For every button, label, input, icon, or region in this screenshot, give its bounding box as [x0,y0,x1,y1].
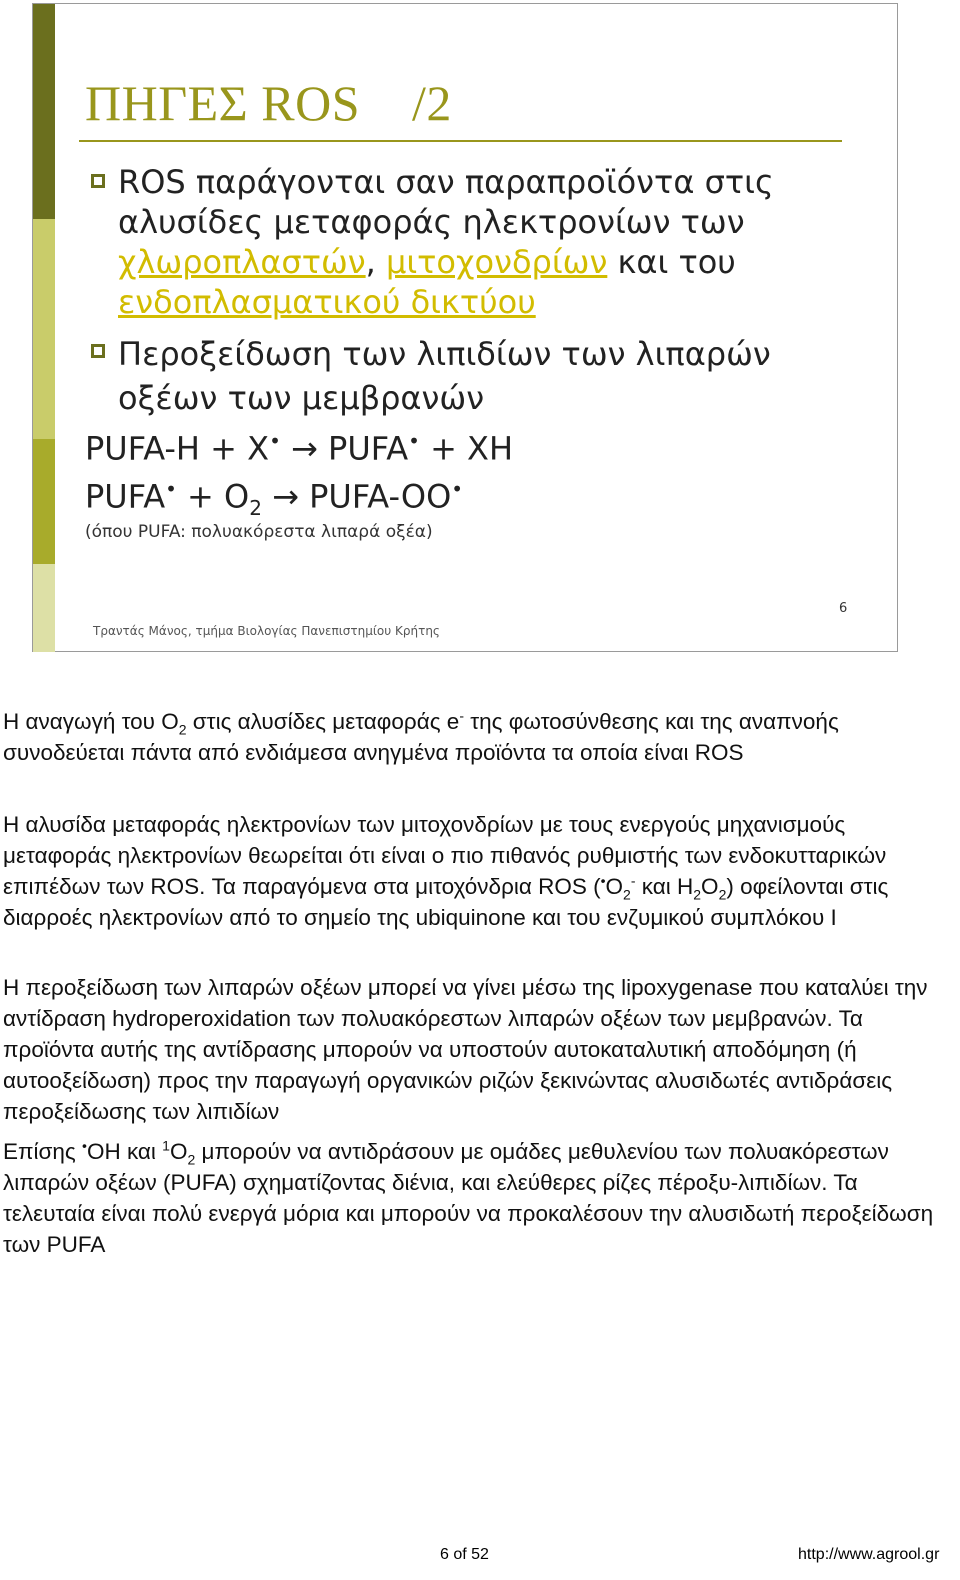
slide-footer-author: Τραντάς Μάνος, τμήμα Βιολογίας Πανεπιστημίου Κρήτης [93,624,440,638]
bullet-text [118,162,878,322]
subscript: 2 [693,886,702,903]
formula-1 [85,429,513,468]
slide [32,3,898,652]
text-part: Επίσης [3,1139,83,1164]
text-part: της φωτοσύνθεσης και της αναπνοής συνοδεύεται πάντα από ενδιάμεσα ανηγμένα προϊόντα τα οποία είναι ROS [3,709,839,765]
square-bullet-icon [91,344,105,358]
slide-title: ΠΗΓΕΣ ROS /2 [85,75,452,131]
text-part: O [605,874,624,899]
radical-dot: • [269,429,281,453]
website-url: http://www.agrool.gr [798,1546,940,1563]
text-part: μπορούν να αντιδράσουν με ομάδες μεθυλενίου των πολυακόρεστων λιπαρών οξέων (PUFA) σχηματίζοντας διένια, και ελεύθερες ρίζες πέροξυ-λιπιδίων. Τα τελευταία είναι πολύ ενεργά μόρια και μπορούν να προκαλέσουν την αλυσιδωτή περοξείδωση των PUFA [3,1139,934,1257]
paragraph-2 [3,809,948,933]
bullet-text-separator: , [365,243,386,281]
bullet-text-part: και του [607,243,736,281]
paragraph-3: Η περοξείδωση των λιπαρών οξέων μπορεί να γίνει μέσω της lipoxygenase που καταλύει την αντίδραση hydroperoxidation των πολυακόρεστων λιπαρών οξέων των μεμβρανών. Τα προϊόντα αυτής της αντίδρασης μπορούν να υποστούν αυτοκαταλυτική αποδόμηση (ή αυτοοξείδωση) προς την παραγωγή οργανικών ριζών ξεκινώντας αλυσιδωτές αντιδράσεις περοξείδωσης των λιπιδίων [3,975,928,1124]
formula-part: PUFA [328,429,409,468]
slide-side-band-mid [33,439,55,564]
slide-side-band-light [33,219,55,439]
text-part: Η αλυσίδα μεταφοράς ηλεκτρονίων των μιτοχονδρίων με τους ενεργούς μηχανισμούς μεταφοράς ηλεκτρονίων θεωρείται ότι είναι ο πιο πιθανός ρυθμιστής των ενδοκυτταρικών επιπέδων των ROS. Τα παραγόμενα στα μιτοχόνδρια ROS ( [3,812,887,899]
text-part: ) οφείλονται στις διαρροές ηλεκτρονίων από το σημείο της ubiquinone και του ενζυμικού συμπλόκου I [3,874,889,930]
subscript: 2 [249,496,262,521]
bullet-text-part: ROS παράγονται σαν παραπροϊόντα στις αλυσίδες μεταφοράς ηλεκτρονίων των [118,163,774,241]
formula-part: + XH [419,429,514,468]
subscript: 2 [718,886,727,903]
formula-part: PUFA [85,477,166,516]
subscript: 2 [623,886,631,903]
formula-2 [85,477,463,520]
subscript: 2 [178,721,187,738]
radical-dot: • [451,477,464,501]
formula-note: (όπου PUFA: πολυακόρεστα λιπαρά οξέα) [85,522,433,542]
bullet-text: Περοξείδωση των λιπιδίων των λιπαρών οξέων των μεμβρανών [118,335,771,417]
superscript: 1 [162,1137,170,1154]
radical-dot: • [408,429,420,453]
slide-side-band-pale [33,564,55,652]
superscript: • [600,872,606,889]
formula-part: PUFA-OO [309,477,452,516]
paragraph-1 [3,706,948,768]
arrow-icon: → [261,477,310,516]
text-part: O [169,1139,188,1164]
text-part: OH και [86,1139,163,1164]
superscript: - [459,707,464,724]
text-part: Η αναγωγή του O [3,709,179,734]
text-part: και H [635,874,694,899]
slide-side-band-dark [33,4,55,219]
paragraph-4 [3,1136,948,1260]
formula-part: PUFA-H + X [85,429,270,468]
page-number: 6 of 52 [440,1546,489,1563]
link-endoplasmic-reticulum[interactable]: ενδοπλασματικού δικτύου [118,283,536,321]
subscript: 2 [187,1151,196,1168]
formula-part: + O [176,477,250,516]
radical-dot: • [165,477,177,501]
arrow-icon: → [280,429,329,468]
title-underline [79,140,842,142]
superscript: • [82,1137,87,1154]
link-mitochondria[interactable]: μιτοχονδρίων [385,243,608,281]
text-part: O [701,874,719,899]
link-chloroplasts[interactable]: χλωροπλαστών [118,243,366,281]
text-part: στις αλυσίδες μεταφοράς e [186,709,460,734]
square-bullet-icon [91,174,105,188]
superscript: - [630,872,636,889]
slide-number: 6 [839,601,848,616]
